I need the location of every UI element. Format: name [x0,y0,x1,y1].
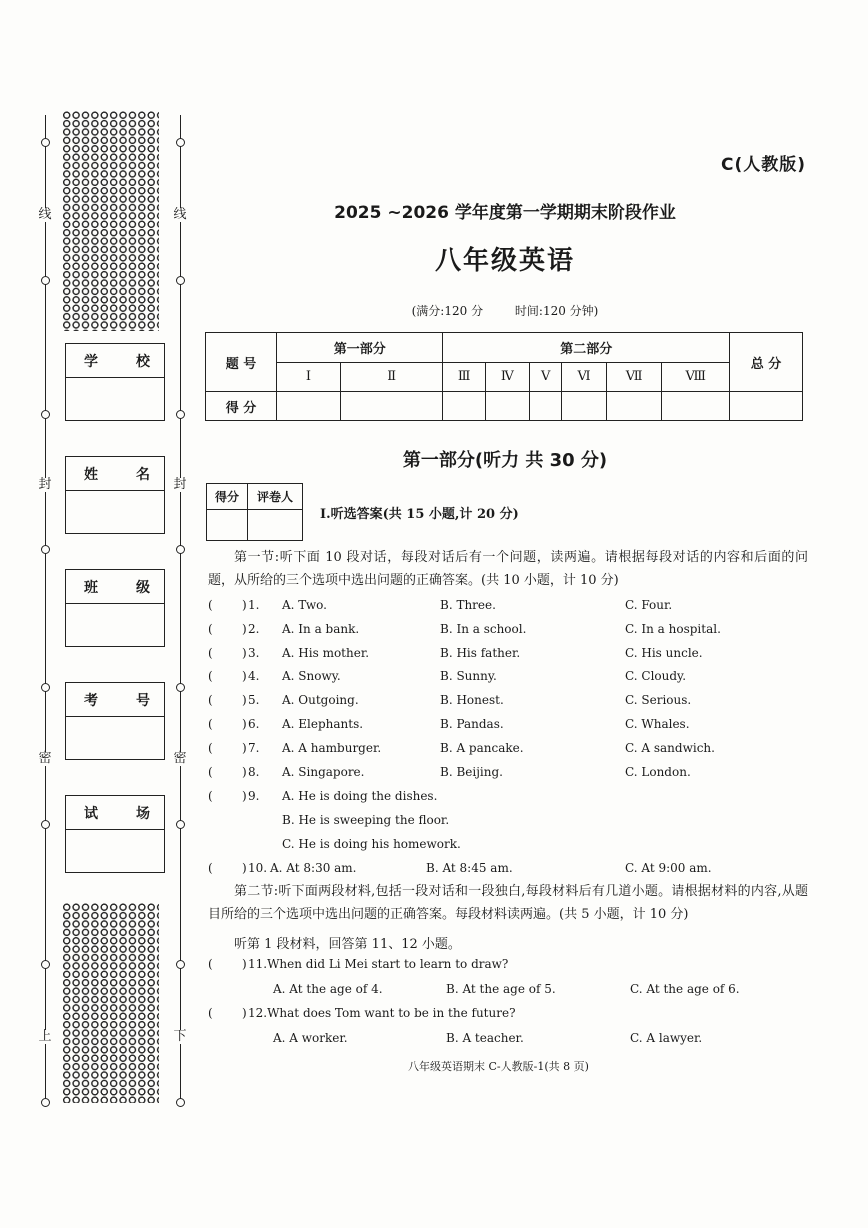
option-c[interactable]: C. A sandwich. [625,740,715,755]
grader-score-label: 得分 [207,484,248,510]
full-score: (满分:120 分 [411,304,484,318]
binding-ring [41,820,50,829]
question-number: 2. [248,621,260,636]
question-number: 7. [248,740,260,755]
option-a[interactable]: A. Elephants. [282,717,364,731]
binding-ring [41,138,50,147]
option-c[interactable]: C. Cloudy. [625,669,687,684]
score-cell[interactable] [562,392,606,421]
score-cell[interactable] [606,392,662,421]
binding-char-line: 线 [173,207,187,222]
binding-ring [176,545,185,554]
exam-number-field[interactable] [66,717,164,759]
option-b[interactable]: B. At 8:45 am. [426,861,513,875]
header-part-one: 第一部分 [277,333,443,363]
question-number: 5. [248,693,260,708]
question-2: ( ) 2. A. In a bank. B. In a school. C. In a hospital. [208,621,721,636]
binding-line-right [180,115,181,1105]
field-label-name: 姓 [84,466,98,483]
header-total: 总 分 [730,333,803,392]
score-table [205,332,803,421]
binding-ring [41,545,50,554]
numeral-cell: Ⅷ [662,362,730,392]
option-a[interactable]: A. Snowy. [282,669,341,684]
question-stem: 11.When did Li Mei start to learn to draw? [248,957,509,971]
section-heading: Ⅰ.听选答案(共 15 小题,计 20 分) [320,507,519,522]
binding-ring [41,1098,50,1107]
class-field[interactable] [66,604,164,646]
question-12: ( ) 12.What does Tom want to be in the future? [208,1006,516,1020]
question-7: ( ) 7. A. A hamburger. B. A pancake. C. A sandwich. [208,740,715,755]
question-10: ( ) 10. A. At 8:30 am. B. At 8:45 am. C. At 9:00 am. [208,861,712,875]
question-8: ( ) 8. A. Singapore. B. Beijing. C. London. [208,764,691,779]
row-label-question-number: 题 号 [206,333,277,392]
option-c[interactable]: C. Serious. [625,693,692,708]
info-box-exam-number[interactable]: 考 号 [65,682,165,760]
numeral-cell: Ⅵ [562,362,606,392]
option-a[interactable]: A. Outgoing. [282,693,359,708]
binding-char-line: 线 [38,207,52,222]
page-title: 八年级英语 [434,246,575,276]
option-c[interactable]: C. In a hospital. [625,621,721,636]
question-9: ( ) 9. A. He is doing the dishes. [208,789,438,803]
option-b[interactable]: B. At the age of 5. [446,982,556,996]
grader-table [206,483,303,541]
field-label-exam-room: 试 [84,805,98,822]
binding-ring [176,1098,185,1107]
name-field[interactable] [66,491,164,533]
option-a[interactable]: A. A worker. [273,1031,348,1045]
edition-label: C(人教版) [720,155,806,175]
binding-ring [176,138,185,147]
binding-ring [176,820,185,829]
numeral-cell: Ⅰ [277,362,341,392]
part-one-title: 第一部分(听力 共 30 分) [402,450,608,471]
field-label-exam-number: 考 [84,692,98,709]
option-c[interactable]: C. At 9:00 am. [625,861,712,875]
option-b[interactable]: B. A teacher. [446,1031,524,1045]
exam-room-field[interactable] [66,830,164,872]
score-info [205,302,805,319]
option-a[interactable]: A. Singapore. [282,764,365,779]
option-c[interactable]: C. He is doing his homework. [282,837,461,851]
info-box-school[interactable]: 学 校 [65,343,165,421]
option-b[interactable]: B. Three. [440,598,496,612]
option-b[interactable]: B. A pancake. [440,740,524,755]
binding-ring [41,960,50,969]
total-score-cell[interactable] [730,392,803,421]
field-label-class: 班 [84,579,98,596]
option-b[interactable]: B. He is sweeping the floor. [282,813,450,827]
numeral-cell: Ⅲ [443,362,486,392]
binding-ring [176,960,185,969]
option-c[interactable]: C. Whales. [625,717,690,731]
option-c[interactable]: C. London. [625,764,691,779]
option-a[interactable]: A. A hamburger. [282,740,382,755]
binding-char-secret: 密 [173,751,187,766]
info-box-class[interactable]: 班 级 [65,569,165,647]
option-b[interactable]: B. In a school. [440,621,527,636]
numeral-cell: Ⅴ [529,362,562,392]
score-cell[interactable] [485,392,529,421]
binding-char-up: 上 [38,1029,52,1044]
numeral-cell: Ⅱ [340,362,443,392]
binding-char-seal: 封 [38,477,52,492]
score-cell[interactable] [662,392,730,421]
question-1: ( ) 1. A. Two. B. Three. C. Four. [208,598,673,612]
dot-grid-top [62,111,159,331]
binding-ring [41,683,50,692]
year-title: 2025 ~2026 学年度第一学期期末阶段作业 [334,203,676,223]
material-note: 听第 1 段材料，回答第 11、12 小题。 [234,937,461,952]
grader-reviewer-field[interactable] [248,510,303,541]
option-a[interactable]: A. At 8:30 am. [270,861,357,875]
question-number: 3. [248,645,260,660]
section-1-instructions: 第一节:听下面 10 段对话，每段对话后有一个问题，读两遍。请根据每段对话的内容和后面的问题，从所给的三个选项中选出问题的正确答案。(共 10 小题，计 10 分) [208,550,808,588]
binding-line-left [45,115,46,1105]
info-box-name[interactable]: 姓 名 [65,456,165,534]
score-cell[interactable] [340,392,443,421]
grader-reviewer-label: 评卷人 [248,484,303,510]
info-box-exam-room[interactable]: 试 场 [65,795,165,873]
option-c[interactable]: C. His uncle. [625,645,703,660]
school-field[interactable] [66,378,164,420]
option-b[interactable]: B. Honest. [440,693,504,708]
question-6: ( ) 6. A. Elephants. B. Pandas. C. Whales. [208,717,690,731]
binding-char-seal: 封 [173,477,187,492]
row-label-score: 得 分 [206,392,277,421]
option-a[interactable]: A. His mother. [282,645,370,660]
binding-ring [176,410,185,419]
page-footer: 八年级英语期末 C-人教版-1(共 8 页) [408,1060,589,1073]
option-b[interactable]: B. Sunny. [440,669,497,684]
question-stem: 12.What does Tom want to be in the future? [248,1006,516,1020]
option-a[interactable]: A. He is doing the dishes. [282,789,438,803]
exam-time: 时间:120 分钟) [514,304,599,318]
option-c[interactable]: C. Four. [625,598,673,612]
option-b[interactable]: B. Beijing. [440,764,503,779]
binding-char-secret: 密 [38,751,52,766]
score-cell[interactable] [277,392,341,421]
binding-ring [176,683,185,692]
binding-char-down: 下 [173,1029,187,1044]
question-number: 8. [248,764,260,779]
option-c[interactable]: C. A lawyer. [630,1031,703,1045]
binding-ring [41,410,50,419]
option-c[interactable]: C. At the age of 6. [630,982,740,996]
question-number: 1. [248,598,260,612]
dot-grid-bottom [62,903,159,1103]
binding-ring [176,276,185,285]
option-b[interactable]: B. Pandas. [440,717,504,731]
section-2-instructions: 第二节:听下面两段材料,包括一段对话和一段独白,每段材料后有几道小题。请根据材料的内容,从题目所给的三个选项中选出问题的正确答案。每段材料读两遍。(共 5 小题，计 10 分) [208,884,808,922]
score-cell[interactable] [529,392,562,421]
numeral-cell: Ⅳ [485,362,529,392]
question-5: ( ) 5. A. Outgoing. B. Honest. C. Serious. [208,693,692,708]
score-cell[interactable] [443,392,486,421]
option-b[interactable]: B. His father. [440,645,521,660]
numeral-cell: Ⅶ [606,362,662,392]
header-part-two: 第二部分 [443,333,730,363]
question-4: ( ) 4. A. Snowy. B. Sunny. C. Cloudy. [208,669,687,684]
binding-ring [41,276,50,285]
field-label-school: 学 [84,353,98,370]
question-3: ( ) 3. A. His mother. B. His father. C. His uncle. [208,645,703,660]
option-a[interactable]: A. In a bank. [282,621,360,636]
question-number: 6. [248,717,260,731]
option-a[interactable]: A. At the age of 4. [273,982,383,996]
question-11: ( ) 11.When did Li Mei start to learn to draw? [208,957,509,971]
question-number: 4. [248,669,260,684]
grader-score-field[interactable] [207,510,248,541]
option-a[interactable]: A. Two. [282,598,327,612]
